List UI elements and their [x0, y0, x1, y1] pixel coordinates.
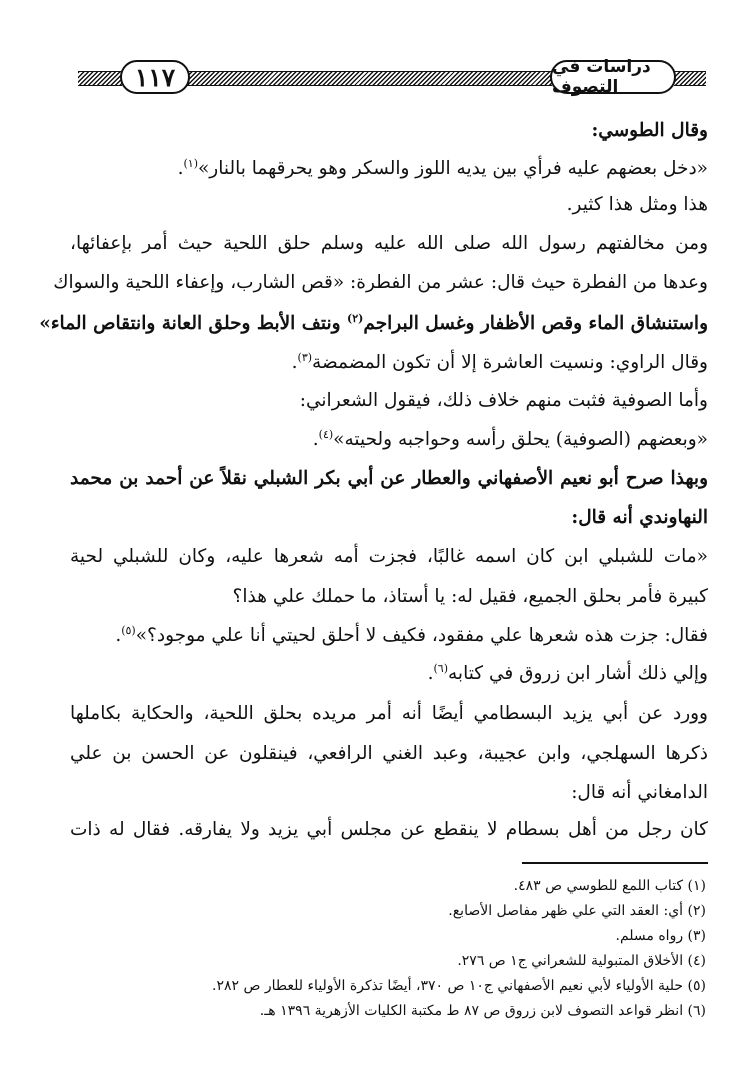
line-text: وقال الراوي: ونسيت العاشرة إلا أن تكون المضمضة — [312, 352, 708, 373]
text-line — [313, 421, 708, 459]
header-ornament-right — [674, 71, 706, 86]
line-text: الدامغاني أنه قال: — [571, 782, 708, 803]
text-line — [567, 186, 708, 224]
line-text: كبيرة فأمر بحلق الجميع، فقيل له: يا أستاذ، ما حملك علي هذا؟ — [232, 586, 708, 607]
footnote-item: (٢) أي: العقد التي علي ظهر مفاصل الأصابع. — [448, 903, 706, 919]
footnote-separator — [522, 862, 708, 864]
line-text: وبهذا صرح أبو نعيم الأصفهاني والعطار عن أبي بكر الشبلي نقلاً عن أحمد بن محمد — [70, 468, 708, 489]
running-title: دراسات في التصوف — [550, 60, 676, 94]
footnote-item: (٥) حلية الأولياء لأبي نعيم الأصفهاني ج١٠ ص ٣٧٠، أيضًا تذكرة الأولياء للعطار ص ٢٨٢. — [212, 978, 706, 994]
text-line — [178, 150, 708, 188]
footnote-marker: (٣) — [297, 350, 313, 364]
text-line — [300, 382, 708, 420]
text-line — [70, 538, 708, 576]
line-text: وقال الطوسي: — [591, 120, 708, 141]
header-ornament-left — [78, 71, 122, 86]
line-text: فقال: جزت هذه شعرها علي مفقود، فكيف لا أحلق لحيتي أنا علي موجود؟» — [135, 625, 708, 646]
footnote-marker: (٦) — [433, 661, 449, 675]
header-ornament-middle — [186, 71, 552, 86]
page-header — [78, 58, 706, 98]
footnote-marker: (٤) — [318, 427, 334, 441]
text-line — [70, 225, 708, 263]
text-line — [70, 811, 708, 849]
footnote-marker: (٢) — [347, 311, 364, 325]
line-text: ومن مخالفتهم رسول الله صلى الله عليه وسلم حلق اللحية حيث أمر بإعفائها، — [70, 233, 708, 254]
line-text: «مات للشبلي ابن كان اسمه غالبًا، فجزت أمه شعرها عليه، وكان للشبلي لحية — [70, 546, 708, 567]
text-line — [591, 112, 708, 150]
text-line — [70, 735, 708, 773]
line-text-tail: . — [177, 158, 184, 179]
line-text-tail: ونتف الأبط وحلق العانة وانتقاص الماء» — [39, 313, 348, 334]
page-number: ١١٧ — [120, 60, 190, 94]
line-text: واستنشاق الماء وقص الأظفار وغسل البراجم — [363, 313, 708, 334]
text-line — [571, 499, 708, 537]
text-line — [70, 460, 708, 498]
line-text-tail: . — [427, 663, 434, 684]
text-line — [53, 264, 708, 302]
line-text: وعدها من الفطرة حيث قال: عشر من الفطرة: «قص الشارب، وإعفاء اللحية والسواك — [53, 272, 708, 293]
text-line — [292, 344, 708, 382]
footnote-marker: (١) — [183, 156, 198, 170]
line-text: وورد عن أبي يزيد البسطامي أيضًا أنه أمر مريده بحلق اللحية، والحكاية بكاملها — [70, 703, 708, 724]
text-line — [39, 305, 708, 343]
line-text-tail: . — [312, 429, 319, 450]
footnote-marker: (٥) — [121, 623, 136, 637]
footnote-item: (٣) رواه مسلم. — [615, 928, 706, 944]
line-text: هذا ومثل هذا كثير. — [566, 194, 708, 215]
text-line — [233, 578, 708, 616]
text-line — [70, 695, 708, 733]
text-line — [428, 655, 708, 693]
line-text-tail: . — [291, 352, 298, 373]
line-text: وإلي ذلك أشار ابن زروق في كتابه — [448, 663, 708, 684]
text-line — [571, 774, 708, 812]
line-text: كان رجل من أهل بسطام لا ينقطع عن مجلس أبي يزيد ولا يفارقه. فقال له ذات — [70, 819, 708, 840]
line-text: «دخل بعضهم عليه فرأي بين يديه اللوز والسكر وهو يحرقهما بالنار» — [197, 158, 708, 179]
line-text: وأما الصوفية فثبت منهم خلاف ذلك، فيقول الشعراني: — [299, 390, 708, 411]
footnote-item: (٤) الأخلاق المتبولية للشعراني ج١ ص ٢٧٦. — [457, 953, 706, 969]
line-text: «وبعضهم (الصوفية) يحلق رأسه وحواجبه ولحيته» — [333, 429, 708, 450]
line-text: ذكرها السهلجي، وابن عجيبة، وعبد الغني الرافعي، فينقلون عن الحسن بن علي — [70, 743, 708, 764]
line-text-tail: . — [115, 625, 122, 646]
footnote-item: (٦) انظر قواعد التصوف لابن زروق ص ٨٧ ط مكتبة الكليات الأزهرية ١٣٩٦ هـ. — [259, 1003, 706, 1019]
line-text: النهاوندي أنه قال: — [571, 507, 708, 528]
footnote-item: (١) كتاب اللمع للطوسي ص ٤٨٣. — [513, 878, 706, 894]
text-line — [115, 617, 708, 655]
